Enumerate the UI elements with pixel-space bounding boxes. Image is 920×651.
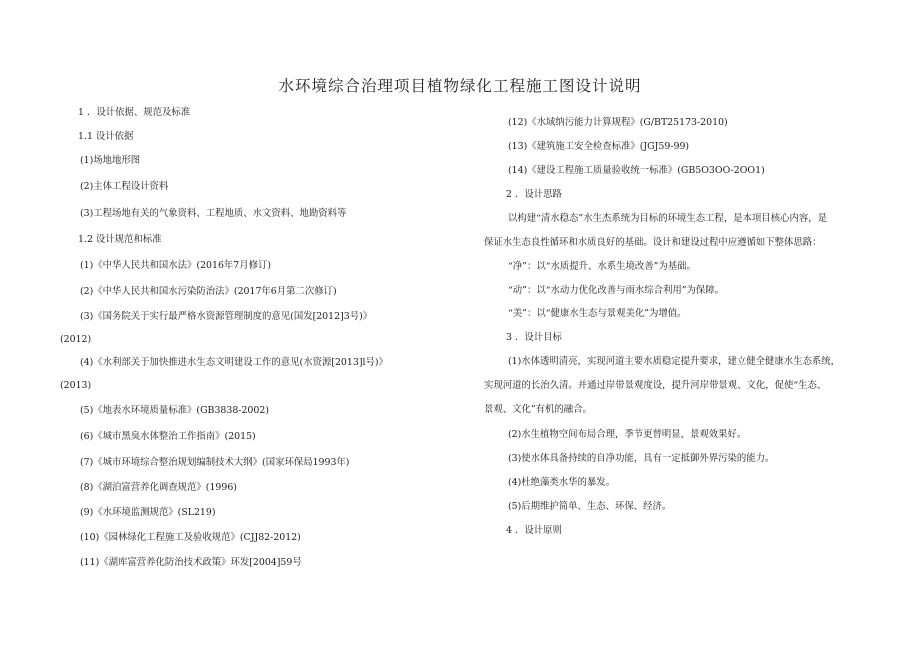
list-item: (3)工程场地有关的气象资料、工程地质、水文资料、地勘资料等: [80, 208, 347, 219]
list-item: (11)《湖库富营养化防治技术政策》环发[2004]59号: [80, 557, 302, 568]
paragraph-line: 实现河道的长治久清。并通过岸带景观度设，提升河岸带景观、文化，促使“生态、: [484, 380, 827, 391]
section-heading: 2 ．设计思路: [506, 189, 562, 200]
paragraph-line: 保证水生态良性循环和水质良好的基础。设计和建设过程中应遵循如下整体思路：: [484, 237, 822, 248]
subsection-heading: 1.1 设计依据: [78, 131, 134, 142]
list-item: (1)场地地形图: [80, 155, 141, 166]
list-item: (1)《中华人民共和国水法》(2016年7月修订): [80, 260, 272, 271]
paragraph-line: “美”：以“健康水生态与景观美化”为增值。: [508, 308, 687, 319]
list-item: (12)《水域纳污能力计算规程》(G/BT25173-2010): [508, 117, 728, 128]
list-item: (2)主体工程设计资料: [80, 181, 169, 192]
list-item-continuation: (2013): [60, 380, 92, 391]
paragraph-line: 景观、文化”有机的融合。: [484, 404, 592, 415]
paragraph-line: 以构建“清水稳态”水生杰系统为目标的环境生态工程，是本项目核心内容，是: [508, 213, 827, 224]
list-item: (4)杜绝藻类水华的暴发。: [508, 477, 616, 488]
list-item: (3)使水体具备持续的自净功能，具有一定抵御外界污染的能力。: [508, 453, 775, 464]
list-item: (5)《地表水环境质量标准》(GB3838-2002): [80, 405, 269, 416]
paragraph-line: “净”：以“水质提升、水系生境改善”为基础。: [508, 261, 696, 272]
paragraph-line: “动”：以“水动力优化改善与雨水综合利用”为保障。: [508, 285, 725, 296]
list-item: (5)后期维护简单、生态、环保、经济。: [508, 501, 672, 512]
document-title: 水环境综合治理项目植物绿化工程施工图设计说明: [278, 77, 642, 95]
list-item: (6)《城市黑臭水体整治工作指南》(2015): [80, 431, 256, 442]
section-heading: 4 ．设计原则: [506, 525, 562, 536]
section-heading: 3 ．设计目标: [506, 332, 562, 343]
paragraph-line: (1)水体透明清亮，实现河道主要水质稳定提升要求，建立健全健康水生态系统，: [508, 356, 841, 367]
list-item: (3)《国务院关于实行最严格水资源管理制度的意见(国发[2012]3号)》: [80, 311, 373, 322]
list-item: (2)水生植物空间布局合理，季节更替明显，景观效果好。: [508, 429, 747, 440]
list-item: (8)《湖泊富营养化调查规范》(1996): [80, 482, 237, 493]
section-heading: 1 ．设计依据、规范及标准: [78, 107, 191, 118]
subsection-heading: 1.2 设计规范和标准: [78, 234, 162, 245]
list-item-continuation: (2012): [60, 334, 92, 345]
list-item: (7)《城市环境综合整治规划编制技术大纲》(国家环保局1993年): [80, 457, 350, 468]
list-item: (2)《中华人民共和国水污染防治法》(2017年6月第二次修订): [80, 286, 337, 297]
list-item: (4)《水利部关于加快推进水生态文明建设工作的意见(水资源[2013]l号)》: [80, 357, 388, 368]
list-item: (14)《建设工程施工质量验收统一标准》(GB5O3OO-2OO1): [508, 165, 765, 176]
list-item: (9)《水环境监测规范》(SL219): [80, 507, 216, 518]
list-item: (13)《建筑施工安全检查标准》(JGJ59-99): [508, 141, 690, 152]
list-item: (10)《园林绿化工程施工及验收规范》(CJJ82-2012): [80, 532, 301, 543]
